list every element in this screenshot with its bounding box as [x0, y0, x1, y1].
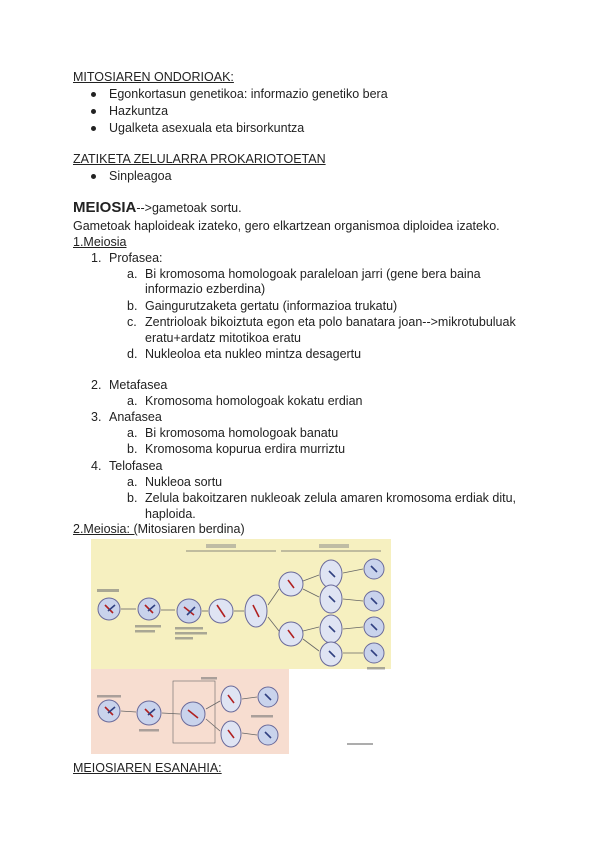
- meiosis-diagram-figure: [91, 539, 391, 754]
- phase-name: Profasea:: [109, 251, 163, 265]
- bullet: [91, 109, 96, 114]
- phase-number: 4.: [91, 459, 102, 473]
- sub-letter: a.: [127, 426, 138, 440]
- sub-item-line: informazio ezberdina): [145, 282, 266, 296]
- sub-item-line: eratu+ardatz mitotikoa eratu: [145, 331, 301, 345]
- sub-letter: c.: [127, 315, 137, 329]
- meiosiaren-esanahia-title: MEIOSIAREN ESANAHIA:: [73, 761, 222, 775]
- sub-item-line: Bi kromosoma homologoak banatu: [145, 426, 339, 440]
- sub-letter: a.: [127, 267, 138, 281]
- meiosia-2-heading-underlined: 2.Meiosia: (: [73, 522, 138, 536]
- phase-number: 1.: [91, 251, 102, 265]
- sub-item-line: Kromosoma kopurua erdira murriztu: [145, 442, 346, 456]
- sub-letter: a.: [127, 475, 138, 489]
- list-item: Egonkortasun genetikoa: informazio genetiko bera: [109, 87, 388, 101]
- sub-item-line: Nukleoa sortu: [145, 475, 223, 489]
- meiosia-1-heading: 1.Meiosia: [73, 235, 127, 249]
- meiosia-2-heading-rest: Mitosiaren berdina): [137, 522, 245, 536]
- meiosia-2-heading: [73, 522, 245, 536]
- sub-letter: a.: [127, 394, 138, 408]
- phase-name: Metafasea: [109, 378, 168, 392]
- sub-item-line: Kromosoma homologoak kokatu erdian: [145, 394, 363, 408]
- phase-number: 3.: [91, 410, 102, 424]
- prokariotoetan-title: ZATIKETA ZELULARRA PROKARIOTOETAN: [73, 152, 326, 166]
- meiosia-heading: [73, 199, 242, 216]
- list-item: Sinpleagoa: [109, 169, 172, 183]
- list-item: Hazkuntza: [109, 104, 169, 118]
- sub-item-line: Zentrioloak bikoiztuta egon eta polo banatara joan-->mikrotubuluak: [145, 315, 516, 329]
- sub-item-line: Gaingurutzaketa gertatu (informazioa trukatu): [145, 299, 398, 313]
- list-item: Ugalketa asexuala eta birsorkuntza: [109, 121, 305, 135]
- sub-item-line: haploida.: [145, 507, 196, 521]
- sub-item-line: Zelula bakoitzaren nukleoak zelula amaren kromosoma erdiak ditu,: [145, 491, 517, 505]
- sub-letter: d.: [127, 347, 138, 361]
- meiosis-diagram: [91, 539, 391, 754]
- meiosia-heading-bold: MEIOSIA: [73, 199, 137, 216]
- meiosia-heading-rest: -->gametoak sortu.: [136, 201, 242, 215]
- bullet: [91, 92, 96, 97]
- bullet: [91, 174, 96, 179]
- meiosia-intro: Gametoak haploideak izateko, gero elkartzean organismoa diploidea izateko.: [73, 219, 500, 233]
- sub-letter: b.: [127, 442, 138, 456]
- sub-letter: b.: [127, 491, 138, 505]
- phase-name: Telofasea: [109, 459, 163, 473]
- bullet: [91, 126, 96, 131]
- sub-letter: b.: [127, 299, 138, 313]
- phase-number: 2.: [91, 378, 102, 392]
- mitosi-ondorioak-title: MITOSIAREN ONDORIOAK:: [73, 70, 234, 84]
- sub-item-line: Bi kromosoma homologoak paraleloan jarri (gene bera baina: [145, 267, 481, 281]
- sub-item-line: Nukleoloa eta nukleo mintza desagertu: [145, 347, 362, 361]
- phase-name: Anafasea: [109, 410, 162, 424]
